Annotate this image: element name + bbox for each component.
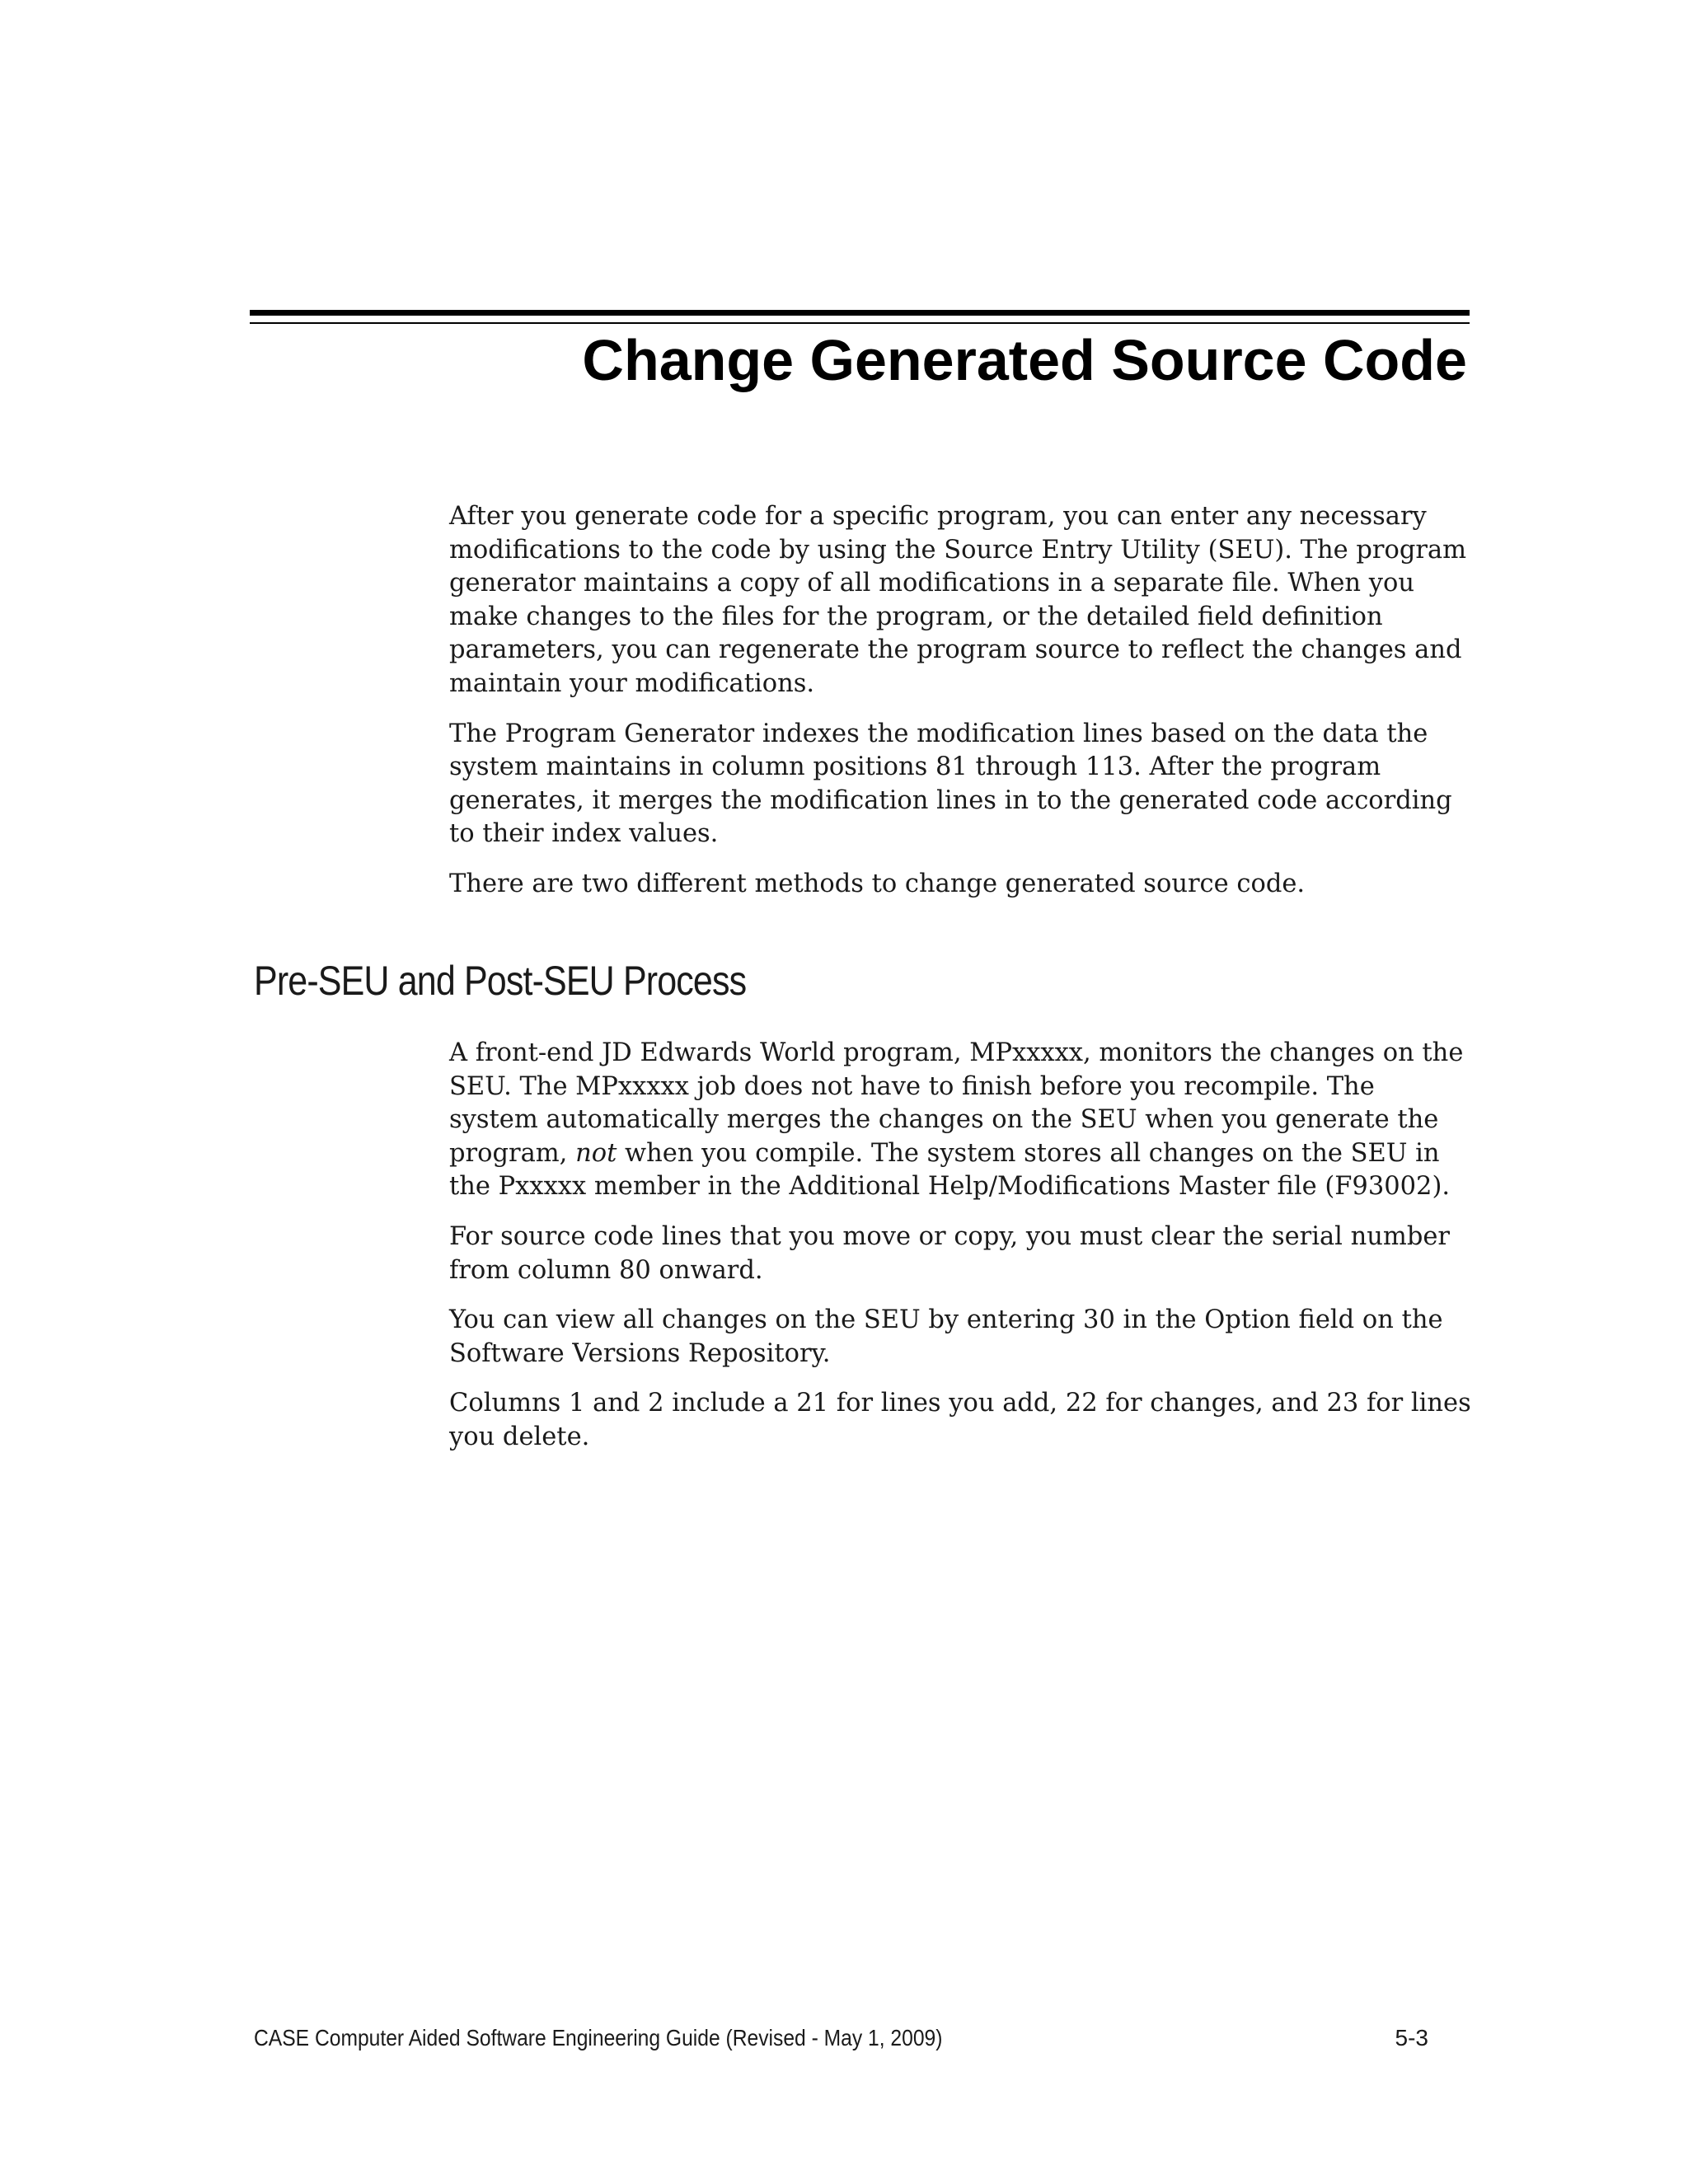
paragraph-text: A front-end JD Edwards World program, MPxxxxx, monitors the changes on the SEU. The MPxxxxx job does not have to finish before you recompile. The system automatically merges the changes on the SEU when you generate the program, [449,1038,1464,1168]
section-paragraph: You can view all changes on the SEU by entering 30 in the Option field on the Software Versions Repository. [449,1305,1443,1368]
section-heading: Pre-SEU and Post-SEU Process [254,958,747,1004]
chapter-rule-thick [250,310,1470,316]
section-paragraph: Columns 1 and 2 include a 21 for lines you add, 22 for changes, and 23 for lines you delete. [449,1389,1471,1451]
section-body [449,1037,1471,1471]
emphasis-text: not [575,1138,617,1168]
footer-page-number: 5-3 [1395,2025,1428,2050]
paragraph-text: when you compile. The system stores all changes on the SEU in the Pxxxxx member in the Additional Help/Modifications Master file (F93002). [449,1138,1451,1202]
section-paragraph [449,1037,1471,1204]
intro-section [449,500,1471,918]
footer-doc-title: CASE Computer Aided Software Engineering Guide (Revised - May 1, 2009) [254,2025,943,2050]
chapter-title: Change Generated Source Code [582,328,1467,392]
section-paragraph: For source code lines that you move or copy, you must clear the serial number from column 80 onward. [449,1221,1450,1285]
intro-paragraph: The Program Generator indexes the modification lines based on the data the system maintains in column positions 81 through 113. After the program generates, it merges the modification lines in to the generated code according to their index values. [449,719,1452,849]
intro-paragraph: There are two different methods to change generated source code. [449,869,1306,898]
intro-paragraph: After you generate code for a specific program, you can enter any necessary modifications to the code by using the Source Entry Utility (SEU). The program generator maintains a copy of all modifications in a separate file. When you make changes to the files for the program, or the detailed field definition parameters, you can regenerate the program source to reflect the changes and maintain your modifications. [449,502,1467,698]
